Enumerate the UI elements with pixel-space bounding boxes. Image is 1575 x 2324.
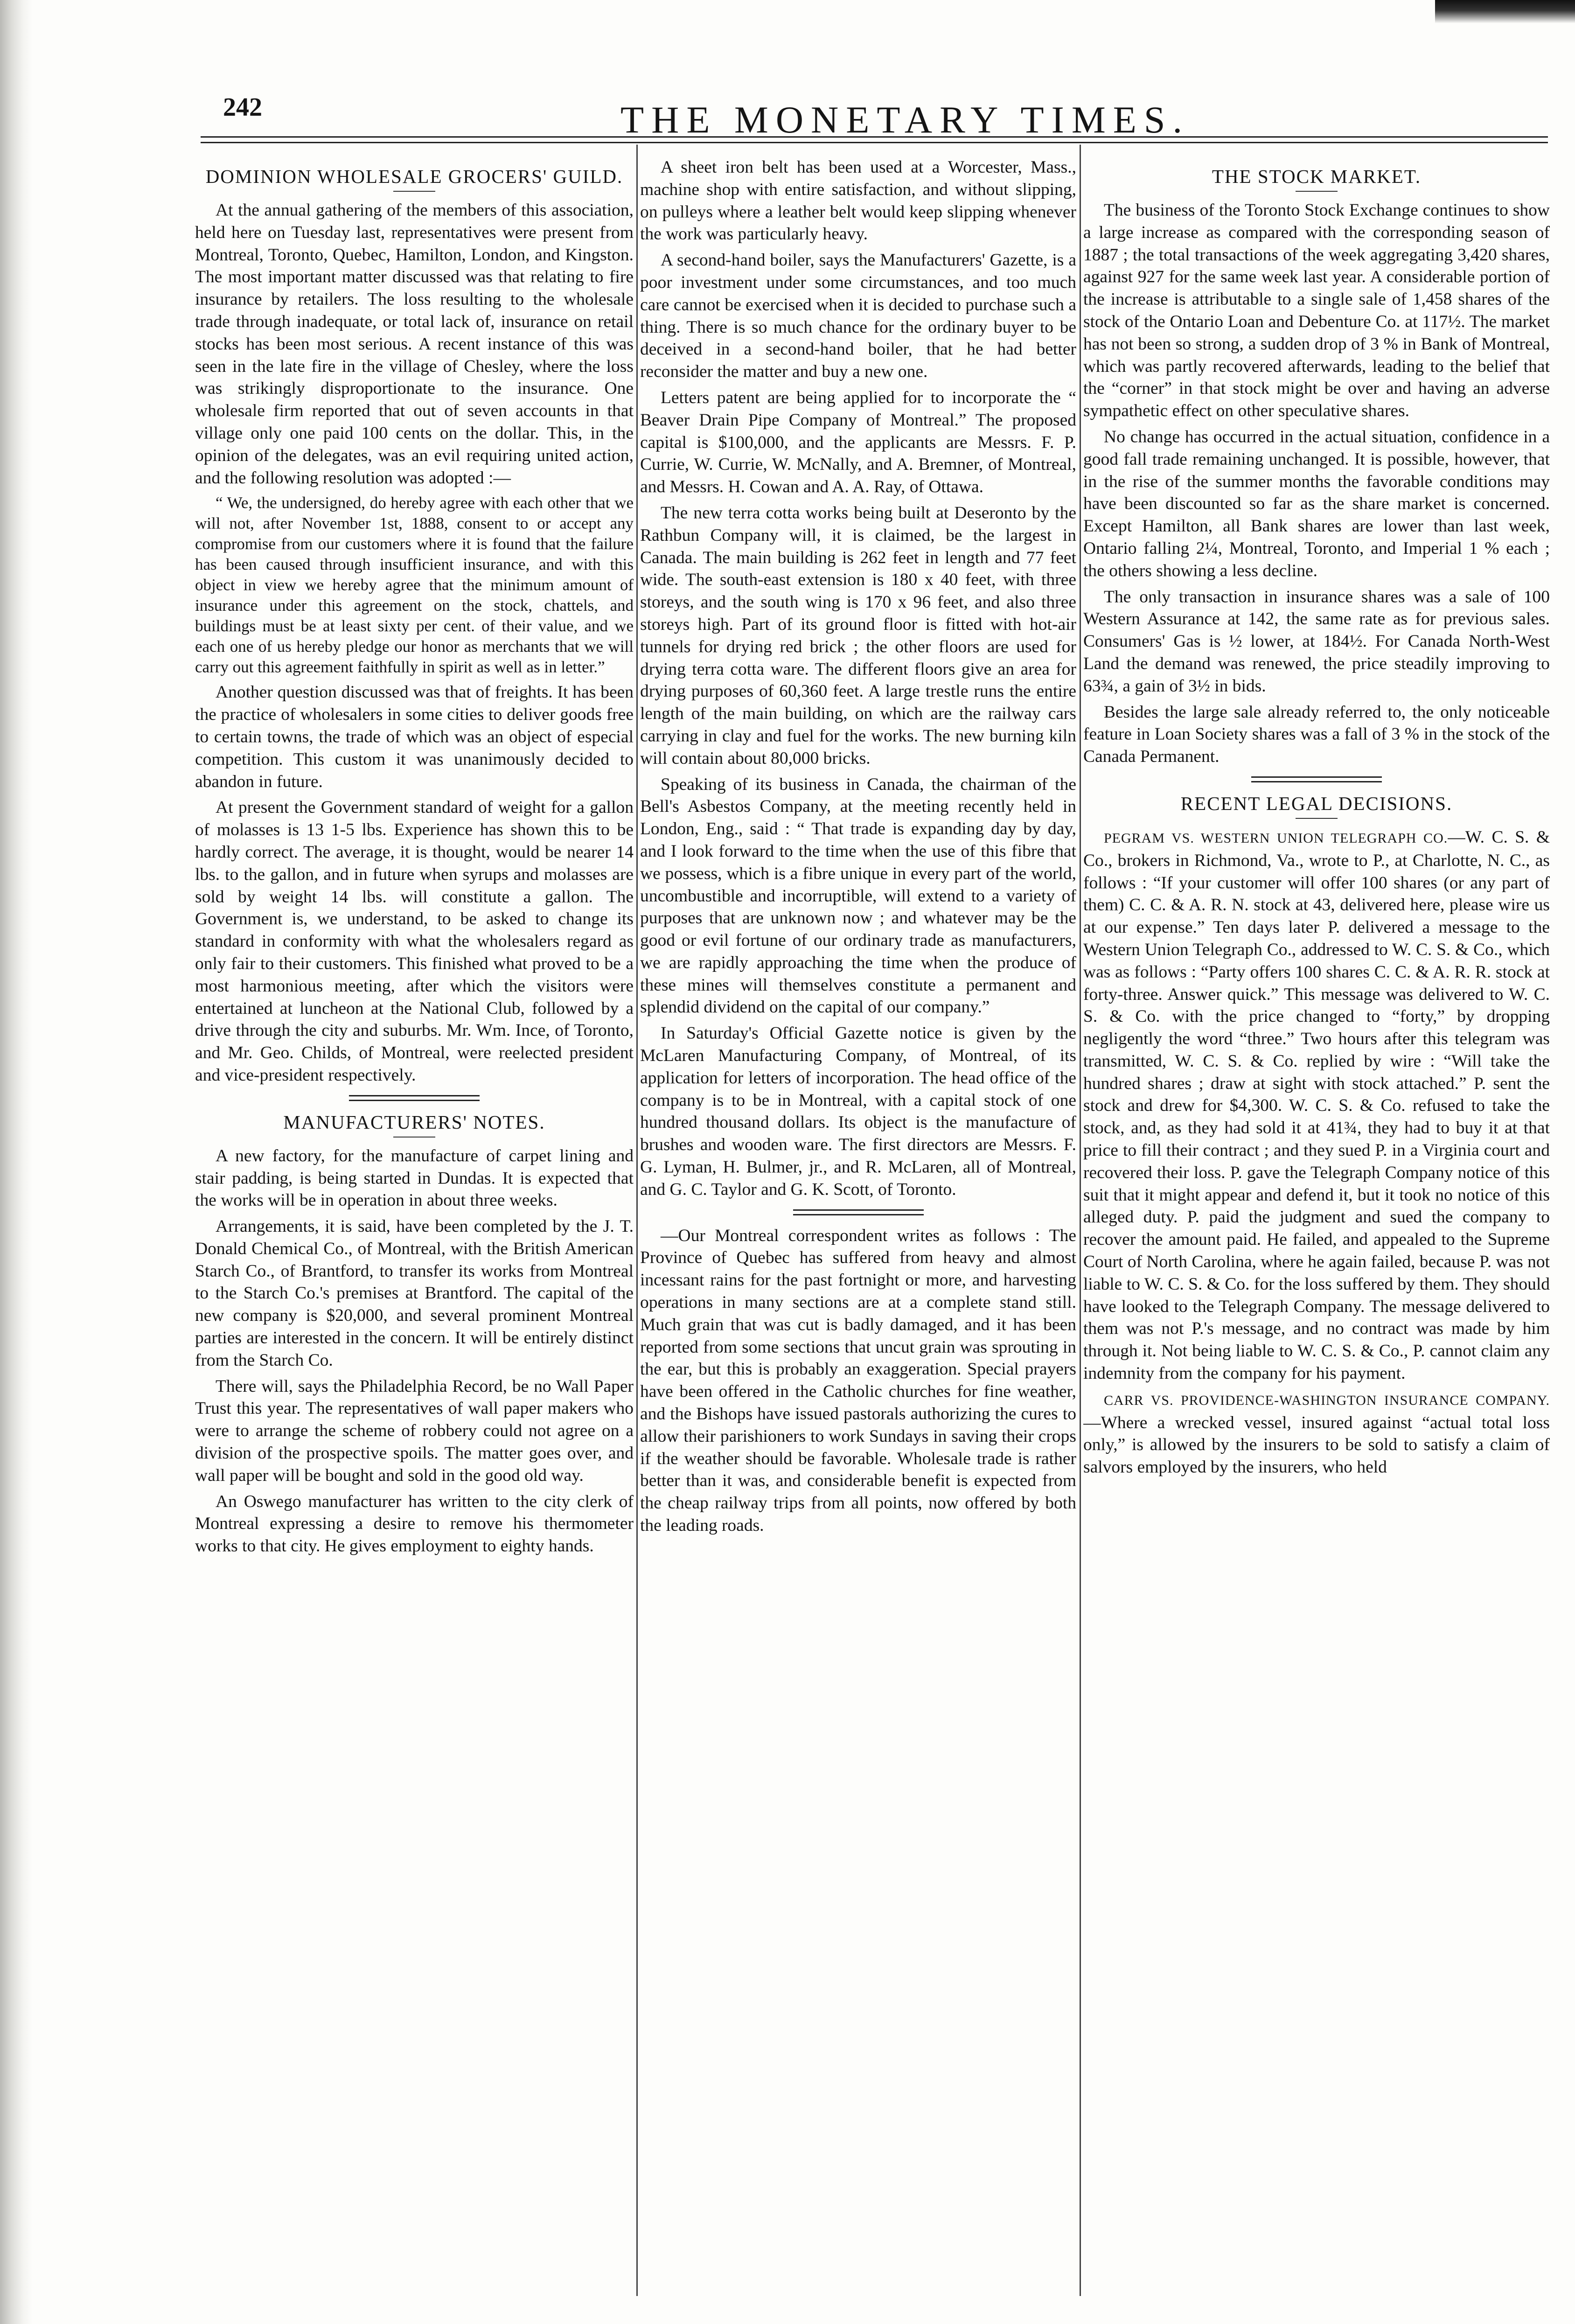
paragraph: A second-hand boiler, says the Manufacturers' Gazette, is a poor investment under some circumstances, and too much care cannot be exercised when it is decided to purchase such a thing. There is so much chance for the ordinary buyer to be deceived in a second-hand boiler, that he had better reconsider the matter and buy a new one. [640,251,1076,382]
resolution-quote: “ We, the undersigned, do hereby agree with each other that we will not, after November 1st, 1888, consent to or accept any compromise from our customers where it is found that the failure has been caused through insufficient insurance, and with this object in view we hereby agree that the minimum amount of insurance under this agreement on the stock, chattels, and buildings must be at least sixty per cent. of their value, and we each one of us hereby pledge our honor as merchants that we will carry out this agreement faithfully in spirit as well as in letter.” [195,494,634,677]
case-text: —W. C. S. & Co., brokers in Richmond, Va., wrote to P., at Charlotte, N. C., as follows : “If your customer will offer 100 shares (or any part of them) C. C. & A. R. N. stock at 43, delivered here, please wire us at our expense.” Ten days later P. delivered a message to the Western Union Telegraph Co., addressed to W. C. S. & Co., which was as follows : “Party offers 100 shares C. C. & A. R. R. stock at forty-three. Answer quick.” This message was delivered to W. C. S. & Co. with the price changed to “forty,” by dropping negligently the word “three.” Two hours after this telegram was transmitted, W. C. S. & Co. replied by wire : “Will take the hundred shares ; draw at sight with stock attached.” P. sent the stock and drew for $4,300. W. C. S. & Co. refused to take the stock, and, as they had sold it at 41¾, they had to buy it at that price to fill their contract ; and they sued P. in a Virginia court and recovered their loss. P. gave the Telegraph Company notice of this suit that it might appear and defend it, but it took no notice of this alleged duty. P. paid the judgment and sued the company to recover the amount paid. He failed, and appealed to the Supreme Court of North Carolina, where he again failed, because P. was not liable to W. C. S. & Co. for the loss suffered by them. They should have looked to the Telegraph Company. The message delivered to them was not P.'s message, and no contract was made by him through it. Not being liable to W. C. S. & Co., P. cannot claim any indemnity from the company for his payment. [1083,827,1550,1383]
section-double-rule [349,1095,480,1101]
short-rule [393,1137,435,1138]
paragraph: —Our Montreal correspondent writes as follows : The Province of Quebec has suffered from heavy and almost incessant rains for the past fortnight or more, and harvesting operations in many sections are at a complete stand still. Much grain that was cut is badly damaged, and it has been reported from some sections that uncut grain was sprouting in the ear, but this is probably an exaggeration. Special prayers have been offered in the Catholic churches for fine weather, and the Bishops have issued pastorals authorizing the cures to allow their parishioners to work Sundays in saving their crops if the weather should be favorable. Wholesale trade is rather better than it was, and considerable benefit is expected from the cheap railway trips from all points, now offered by both the leading roads. [640,1226,1076,1535]
article-heading-stock-market: THE STOCK MARKET. [1212,166,1422,187]
article-heading-legal-decisions: RECENT LEGAL DECISIONS. [1180,792,1453,814]
case-text: —Where a wrecked vessel, insured against “actual total loss only,” is allowed by the insurers to be sold to satisfy a claim of salvors employed by the insurers, who held [1083,1413,1550,1477]
paragraph: In Saturday's Official Gazette notice is given by the McLaren Manufacturing Company, of Montreal, of its application for letters of incorporation. The head office of the company is to be in Montreal, with a capital stock of one hundred thousand dollars. Its object is the manufacture of brushes and wooden ware. The first directors are Messrs. F. G. Lyman, H. Bulmer, jr., and R. McLaren, all of Montreal, and G. C. Taylor and G. K. Scott, of Toronto. [640,1024,1076,1199]
paragraph: Besides the large sale already referred to, the only noticeable feature in Loan Society shares was a fall of 3 % in the stock of the Canada Permanent. [1083,702,1550,767]
short-rule [1296,818,1338,819]
paragraph: Arrangements, it is said, have been completed by the J. T. Donald Chemical Co., of Montreal, with the British American Starch Co., of Brantford, to transfer its works from Montreal to the Starch Co.'s premises at Brantford. The capital of the new company is $20,000, and several prominent Montreal parties are interested in the concern. It will be entirely distinct from the Starch Co. [195,1217,634,1370]
column-divider-2 [1080,145,1081,2296]
book-spine-shadow [0,0,33,2324]
case-title: CARR VS. PROVIDENCE-WASHINGTON INSURANCE COMPANY. [1104,1392,1550,1408]
masthead-title: THE MONETARY TIMES. [620,98,1190,141]
legal-case-paragraph [1083,1389,1550,1479]
column-1 [195,156,634,2287]
header-double-rule [201,136,1548,143]
article-heading-grocers-guild: DOMINION WHOLESALE GROCERS' GUILD. [205,166,623,187]
paragraph: The new terra cotta works being built at Deseronto by the Rathbun Company will, it is claimed, be the largest in Canada. The main building is 262 feet in length and 77 feet wide. The south-east extension is 180 x 40 feet, with three storeys, and the south wing is 170 x 96 feet, and also three storeys high. Part of its ground floor is fitted with hot-air tunnels for drying red brick ; the other floors are used for drying terra cotta ware. The different floors give an area for drying purposes of 60,360 feet. A large trestle runs the entire length of the main building, on which are the railway cars carrying in clay and fuel for the works. The new burning kiln will contain about 80,000 bricks. [640,503,1076,768]
case-title: PEGRAM VS. WESTERN UNION TELEGRAPH CO. [1104,830,1448,846]
paragraph: A new factory, for the manufacture of carpet lining and stair padding, is being started in Dundas. It is expected that the works will be in operation in about three weeks. [195,1146,634,1210]
legal-case-paragraph [1083,826,1550,1385]
paragraph: No change has occurred in the actual situation, confidence in a good fall trade remaining unchanged. It is possible, however, that in the rise of the summer months the favorable conditions may have been discounted so far as the share market is concerned. Except Hamilton, all Bank shares are lower than last week, Ontario falling 2¼, Montreal, Toronto, and Imperial 1 % each ; the others showing a less decline. [1083,427,1550,580]
column-divider-1 [636,145,638,2296]
paragraph: The only transaction in insurance shares was a sale of 100 Western Assurance at 142, the same rate as for previous sales. Consumers' Gas is ½ lower, at 184½. For Canada North-West Land the demand was renewed, the price steadily improving to 63¾, a gain of 3½ in bids. [1083,587,1550,696]
section-double-rule [793,1209,924,1215]
column-3 [1083,156,1550,2287]
page-number: 242 [223,93,262,122]
short-rule [393,191,435,192]
section-double-rule [1251,776,1382,782]
column-2 [640,156,1076,2287]
short-rule [1296,191,1338,192]
paragraph: A sheet iron belt has been used at a Worcester, Mass., machine shop with entire satisfaction, and without slipping, on pulleys where a leather belt would keep slipping whenever the work was particularly heavy. [640,158,1076,244]
article-heading-manufacturers-notes: MANUFACTURERS' NOTES. [283,1111,545,1133]
paragraph: At the annual gathering of the members of this association, held here on Tuesday last, representatives were present from Montreal, Toronto, Quebec, Hamilton, London, and Kingston. The most important matter discussed was that relating to fire insurance by retailers. The loss resulting to the wholesale trade through inadequate, or total lack of, insurance on retail stocks has been most serious. A recent instance of this was seen in the late fire in the village of Chesley, where the loss was strikingly disproportionate to the insurance. One wholesale firm reported that out of seven accounts in that village only one paid 100 cents on the dollar. This, in the opinion of the delegates, was an evil requiring united action, and the following resolution was adopted :— [195,201,634,488]
paragraph: Speaking of its business in Canada, the chairman of the Bell's Asbestos Company, at the meeting recently held in London, Eng., said : “ That trade is expanding day by day, and I look forward to the time when the use of this fibre that we possess, which is a fibre unique in every part of the world, uncombustible and incorruptible, will extend to a variety of purposes that are unknown now ; and whatever may be the good or evil fortune of our ordinary trade as manufacturers, we are rapidly approaching the time when the produce of these mines will themselves constitute a permanent and splendid dividend on the capital of our company.” [640,775,1076,1017]
paragraph: There will, says the Philadelphia Record, be no Wall Paper Trust this year. The representatives of wall paper makers who were to arrange the scheme of robbery could not agree on a division of the prospective spoils. The matter goes over, and wall paper will be bought and sold in the good old way. [195,1376,634,1485]
scan-corner-shadow [1435,0,1575,23]
paragraph: Letters patent are being applied for to incorporate the “ Beaver Drain Pipe Company of Montreal.” The proposed capital is $100,000, and the applicants are Messrs. F. P. Currie, W. Currie, W. McNally, and A. Bremner, of Montreal, and Messrs. H. Cowan and A. A. Ray, of Ottawa. [640,388,1076,497]
paragraph: An Oswego manufacturer has written to the city clerk of Montreal expressing a desire to remove his thermometer works to that city. He gives employment to eighty hands. [195,1492,634,1556]
paragraph: The business of the Toronto Stock Exchange continues to show a large increase as compared with the corresponding season of 1887 ; the total transactions of the week aggregating 3,420 shares, against 927 for the same week last year. A considerable portion of the increase is attributable to a single sale of 1,458 shares of the stock of the Ontario Loan and Debenture Co. at 117½. The market has not been so strong, a sudden drop of 3 % in Bank of Montreal, which was partly recovered afterwards, leading to the belief that the “corner” in that stock might be over and having an adverse sympathetic effect on other speculative shares. [1083,201,1550,421]
paragraph: At present the Government standard of weight for a gallon of molasses is 13 1-5 lbs. Experience has shown this to be hardly correct. The average, it is thought, would be nearer 14 lbs. to the gallon, and in future when syrups and molasses are sold by weight 14 lbs. will constitute a gallon. The Government is, we understand, to be asked to change its standard in conformity with what the wholesalers regard as only fair to their customers. This finished what proved to be a most harmonious meeting, after which the visitors were entertained at luncheon at the National Club, followed by a drive through the city and suburbs. Mr. Wm. Ince, of Toronto, and Mr. Geo. Childs, of Montreal, were reelected president and vice-president respectively. [195,798,634,1085]
paragraph: Another question discussed was that of freights. It has been the practice of wholesalers in some cities to deliver goods free to certain towns, the trade of which was an object of especial competition. This custom it was unanimously decided to abandon in future. [195,683,634,791]
